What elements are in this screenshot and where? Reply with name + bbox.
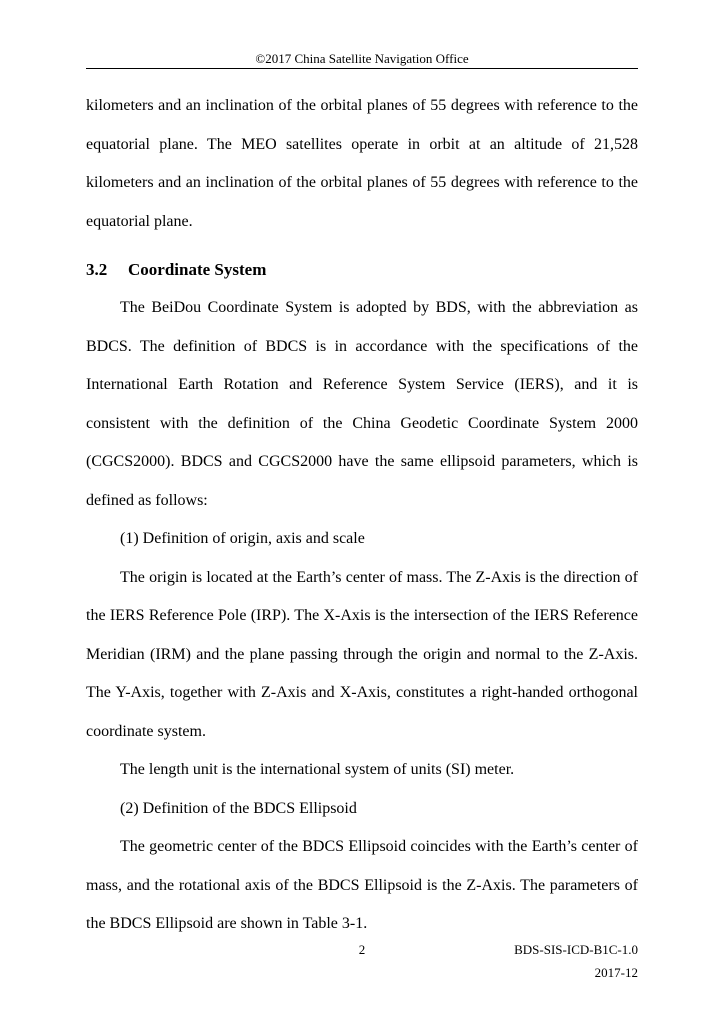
section-title: Coordinate System bbox=[128, 260, 267, 279]
list-item-origin-axis-scale: (1) Definition of origin, axis and scale bbox=[120, 530, 365, 547]
paragraph-ellipsoid-center: The geometric center of the BDCS Ellipsoid coincides with the Earth’s center of mass, and the rotational axis of the BDCS Ellipsoid is the Z-Axis. The parameters of the BDCS Ellipsoid are shown in Table 3-1. bbox=[86, 838, 638, 932]
list-item-ellipsoid-definition: (2) Definition of the BDCS Ellipsoid bbox=[120, 799, 357, 817]
page-header: ©2017 China Satellite Navigation Office bbox=[255, 51, 469, 66]
document-id: BDS-SIS-ICD-B1C-1.0 bbox=[514, 942, 638, 957]
paragraph-bdcs-intro: The BeiDou Coordinate System is adopted by BDS, with the abbreviation as BDCS. The definition of BDCS is in accordance with the specifications of the International Earth Rotation and Reference System Service (IERS), and it is consistent with the definition of the China Geodetic Coordinate System 2000 (CGCS2000). BDCS and CGCS2000 have the same ellipsoid parameters, which is defined as follows: bbox=[86, 299, 638, 509]
document-date: 2017-12 bbox=[594, 965, 638, 980]
paragraph-orbit-continuation: kilometers and an inclination of the orbital planes of 55 degrees with reference to the equatorial plane. The MEO satellites operate in orbit at an altitude of 21,528 kilometers and an inclination of the orbital planes of 55 degrees with reference to the equatorial plane. bbox=[86, 97, 638, 230]
document-body bbox=[86, 87, 638, 944]
section-number: 3.2 bbox=[86, 260, 108, 279]
header-divider bbox=[86, 68, 638, 69]
paragraph-length-unit: The length unit is the international system of units (SI) meter. bbox=[120, 761, 515, 778]
page-number: 2 bbox=[358, 942, 366, 957]
section-heading bbox=[86, 251, 638, 289]
paragraph-axis-definition: The origin is located at the Earth’s center of mass. The Z-Axis is the direction of the IERS Reference Pole (IRP). The X-Axis is the intersection of the IERS Reference Meridian (IRM) and the plane passing through the origin and normal to the Z-Axis. The Y-Axis, together with Z-Axis and X-Axis, constitutes a right-handed orthogonal coordinate system. bbox=[86, 568, 638, 740]
